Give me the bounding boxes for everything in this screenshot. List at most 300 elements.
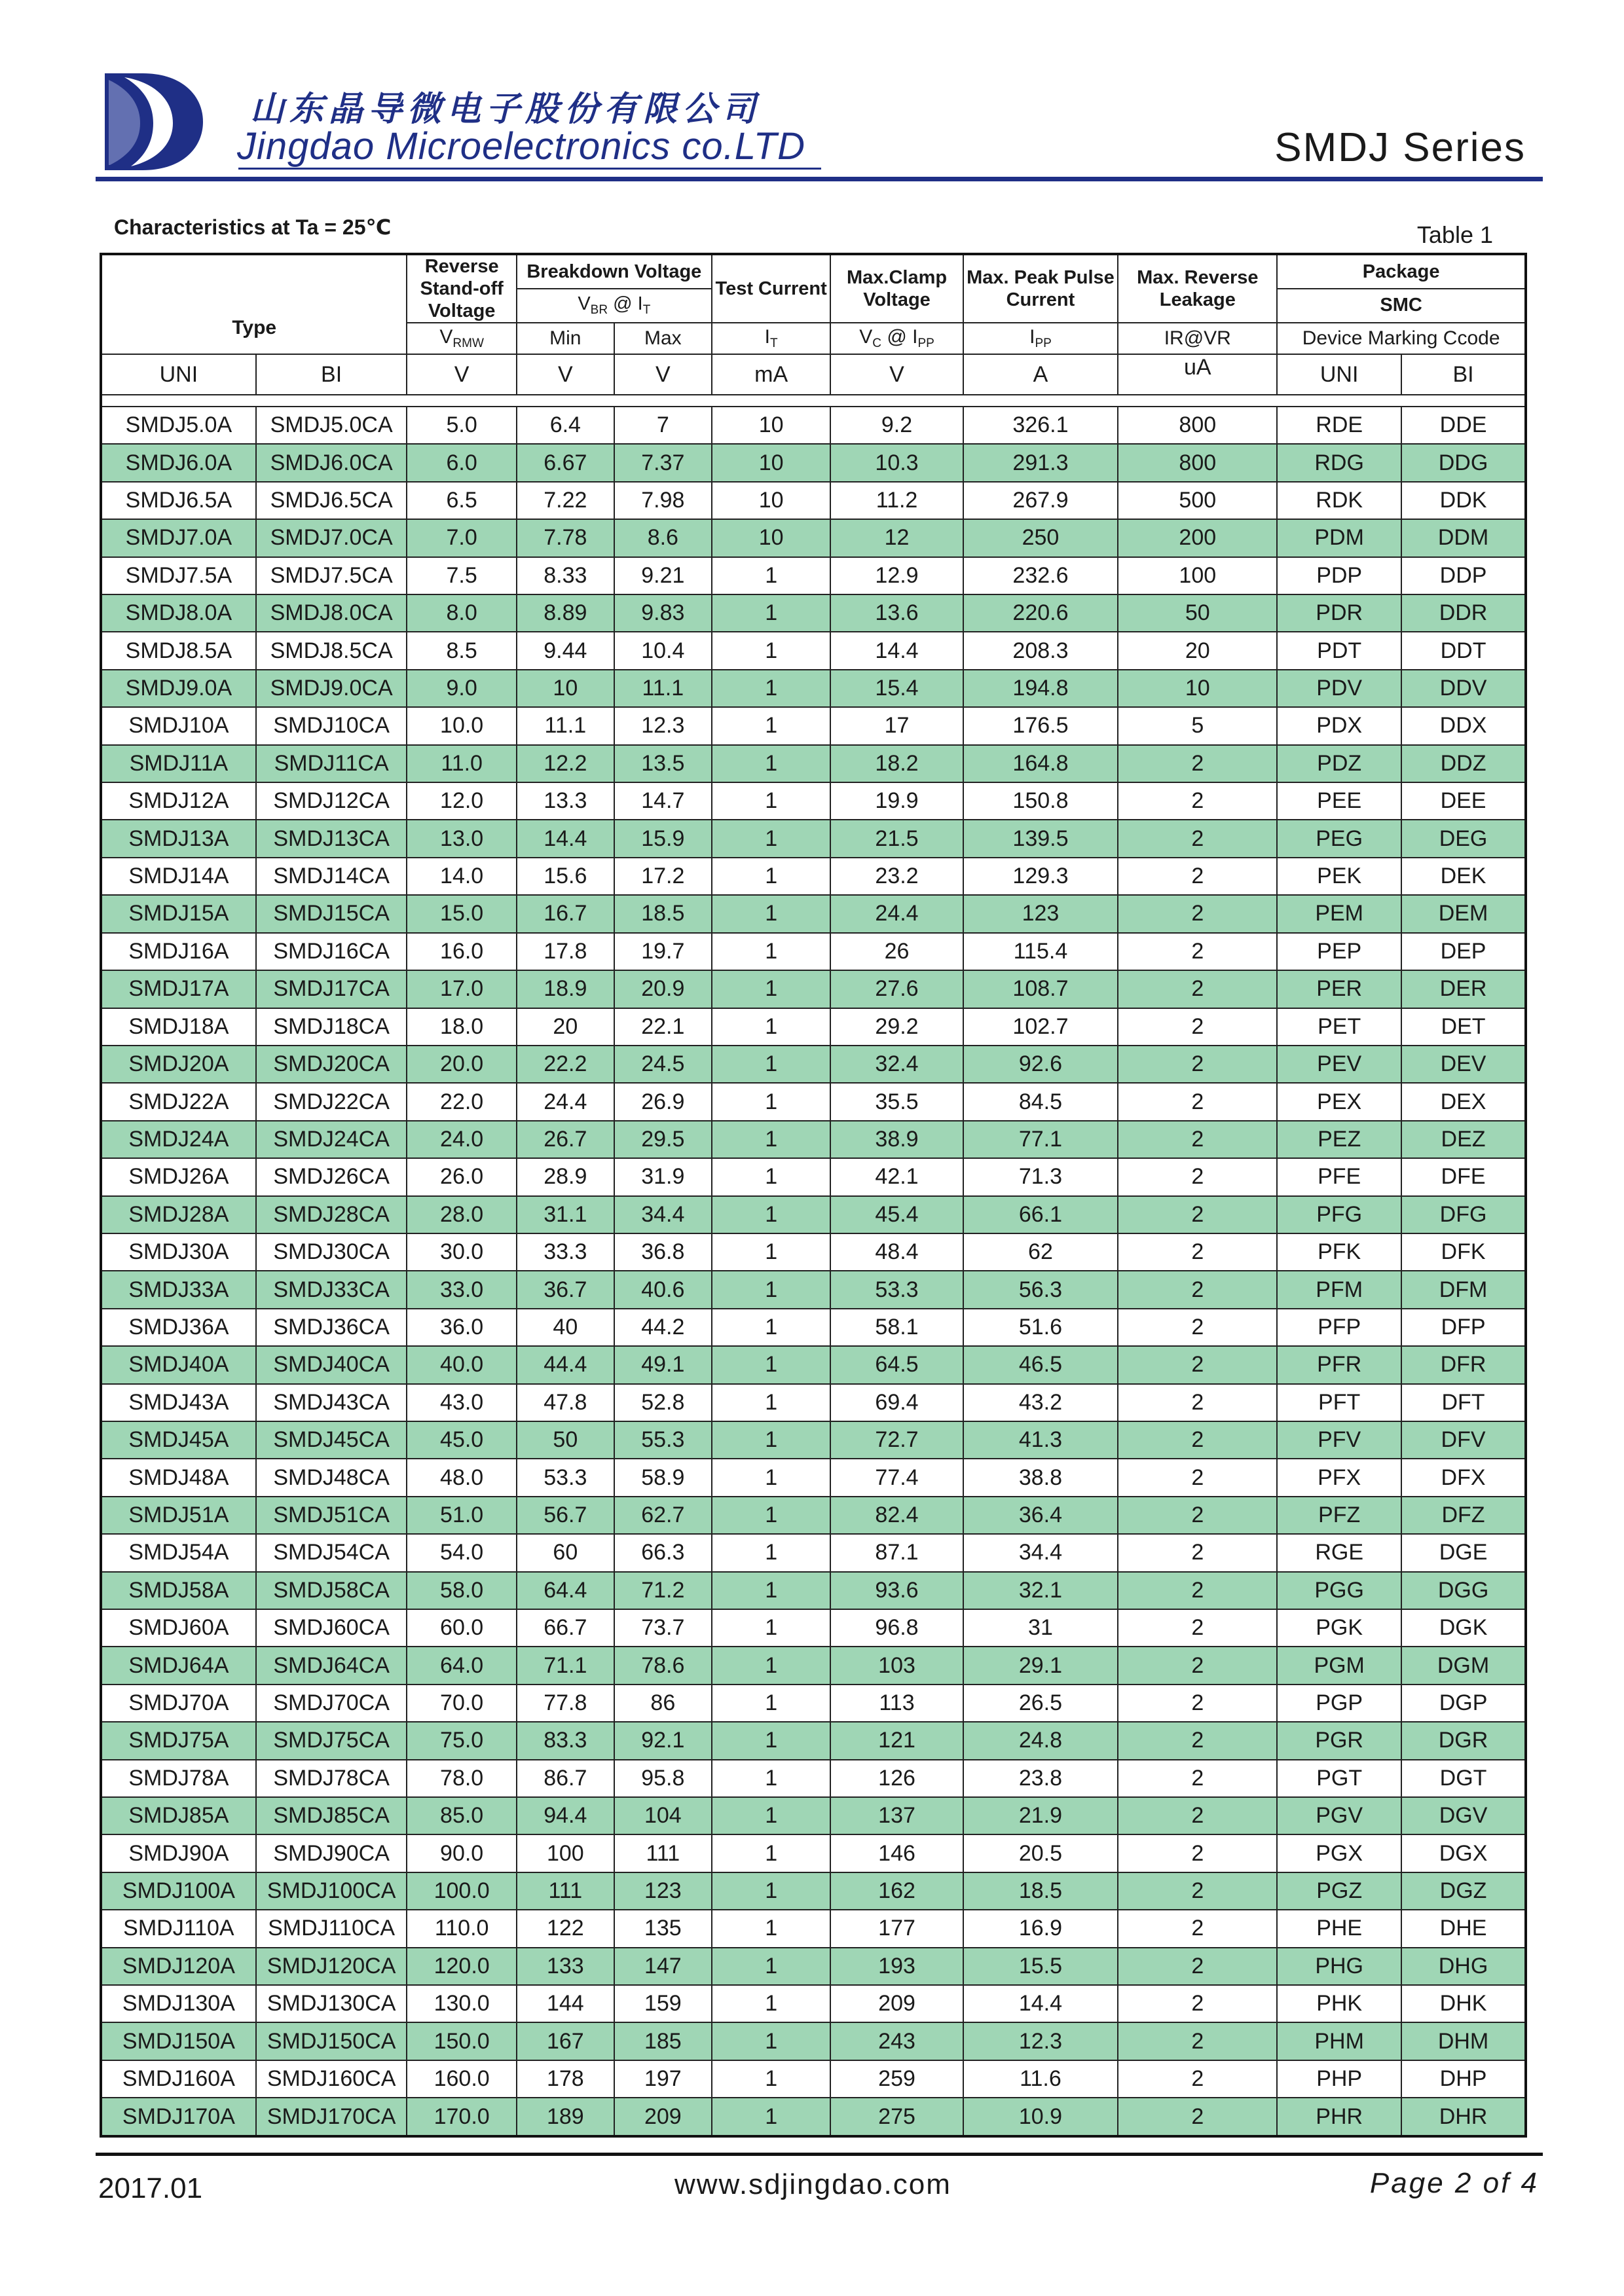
header-min: Min — [517, 323, 614, 354]
cell-it: 1 — [712, 1609, 831, 1647]
cell-vbr-min: 53.3 — [517, 1459, 614, 1496]
cell-it: 1 — [712, 1233, 831, 1271]
cell-vbr-min: 18.9 — [517, 970, 614, 1008]
cell-it: 1 — [712, 1572, 831, 1609]
cell-type-bi: SMDJ16CA — [256, 933, 407, 970]
cell-vbr-max: 26.9 — [614, 1083, 712, 1120]
cell-marking-uni: PGR — [1277, 1722, 1401, 1759]
cell-ipp: 250 — [963, 519, 1118, 556]
cell-marking-bi: DHE — [1401, 1910, 1526, 1947]
cell-type-bi: SMDJ8.5CA — [256, 632, 407, 669]
cell-it: 10 — [712, 407, 831, 444]
cell-type-bi: SMDJ170CA — [256, 2098, 407, 2136]
cell-ir: 50 — [1118, 594, 1277, 632]
cell-vc: 87.1 — [830, 1534, 963, 1571]
cell-ipp: 46.5 — [963, 1346, 1118, 1383]
cell-type-uni: SMDJ43A — [101, 1384, 256, 1421]
cell-ir: 5 — [1118, 707, 1277, 744]
cell-ipp: 123 — [963, 895, 1118, 932]
cell-vrmw: 64.0 — [407, 1647, 516, 1684]
cell-vbr-max: 18.5 — [614, 895, 712, 932]
cell-vc: 243 — [830, 2022, 963, 2060]
header-vrmw: $V_{RMW}$ — [407, 323, 516, 354]
header-marking-uni: UNI — [1277, 354, 1401, 395]
cell-marking-uni: PGX — [1277, 1834, 1401, 1872]
cell-ir: 800 — [1118, 407, 1277, 444]
cell-vrmw: 75.0 — [407, 1722, 516, 1759]
cell-ipp: 56.3 — [963, 1271, 1118, 1308]
cell-ipp: 164.8 — [963, 745, 1118, 782]
cell-it: 1 — [712, 858, 831, 895]
cell-vc: 23.2 — [830, 858, 963, 895]
cell-vc: 64.5 — [830, 1346, 963, 1383]
cell-vc: 21.5 — [830, 820, 963, 857]
cell-ipp: 194.8 — [963, 670, 1118, 707]
cell-vrmw: 12.0 — [407, 782, 516, 820]
cell-it: 1 — [712, 2098, 831, 2136]
cell-it: 1 — [712, 745, 831, 782]
cell-it: 1 — [712, 1271, 831, 1308]
cell-it: 1 — [712, 1196, 831, 1233]
cell-marking-bi: DEM — [1401, 895, 1526, 932]
cell-marking-uni: PDZ — [1277, 745, 1401, 782]
unit-vc: V — [830, 354, 963, 395]
cell-ir: 2 — [1118, 1121, 1277, 1158]
cell-it: 1 — [712, 1421, 831, 1459]
table-row — [101, 1384, 1526, 1421]
cell-type-uni: SMDJ8.0A — [101, 594, 256, 632]
cell-vbr-max: 22.1 — [614, 1008, 712, 1046]
cell-marking-uni: PEX — [1277, 1083, 1401, 1120]
cell-ir: 2 — [1118, 1534, 1277, 1571]
cell-type-uni: SMDJ58A — [101, 1572, 256, 1609]
table-row — [101, 1647, 1526, 1684]
cell-vrmw: 45.0 — [407, 1421, 516, 1459]
cell-type-bi: SMDJ24CA — [256, 1121, 407, 1158]
cell-type-uni: SMDJ150A — [101, 2022, 256, 2060]
cell-vrmw: 43.0 — [407, 1384, 516, 1421]
cell-ipp: 29.1 — [963, 1647, 1118, 1684]
cell-vbr-min: 26.7 — [517, 1121, 614, 1158]
table-row — [101, 895, 1526, 932]
cell-marking-bi: DEP — [1401, 933, 1526, 970]
table-row — [101, 1046, 1526, 1083]
cell-marking-bi: DHR — [1401, 2098, 1526, 2136]
cell-vc: 58.1 — [830, 1309, 963, 1346]
footer-website-link[interactable]: www.sdjingdao.com — [674, 2168, 951, 2200]
cell-marking-uni: PDR — [1277, 594, 1401, 632]
cell-ipp: 92.6 — [963, 1046, 1118, 1083]
cell-marking-bi: DDP — [1401, 557, 1526, 594]
table-row — [101, 1910, 1526, 1947]
cell-marking-bi: DFT — [1401, 1384, 1526, 1421]
cell-ipp: 10.9 — [963, 2098, 1118, 2136]
cell-type-uni: SMDJ40A — [101, 1346, 256, 1383]
cell-vrmw: 6.0 — [407, 444, 516, 481]
cell-marking-uni: PFK — [1277, 1233, 1401, 1271]
cell-ipp: 71.3 — [963, 1158, 1118, 1195]
cell-vrmw: 58.0 — [407, 1572, 516, 1609]
cell-it: 1 — [712, 557, 831, 594]
cell-ir: 2 — [1118, 1609, 1277, 1647]
cell-vbr-min: 10 — [517, 670, 614, 707]
cell-marking-bi: DFM — [1401, 1271, 1526, 1308]
cell-type-uni: SMDJ120A — [101, 1948, 256, 1985]
cell-type-bi: SMDJ7.5CA — [256, 557, 407, 594]
cell-type-uni: SMDJ70A — [101, 1685, 256, 1722]
cell-vbr-max: 185 — [614, 2022, 712, 2060]
cell-marking-uni: PDX — [1277, 707, 1401, 744]
cell-type-uni: SMDJ12A — [101, 782, 256, 820]
cell-type-uni: SMDJ100A — [101, 1872, 256, 1910]
cell-ir: 2 — [1118, 2060, 1277, 2098]
cell-vc: 162 — [830, 1872, 963, 1910]
cell-vc: 38.9 — [830, 1121, 963, 1158]
cell-vrmw: 28.0 — [407, 1196, 516, 1233]
cell-ir: 10 — [1118, 670, 1277, 707]
cell-vrmw: 11.0 — [407, 745, 516, 782]
cell-marking-uni: PGT — [1277, 1760, 1401, 1797]
cell-marking-uni: PDM — [1277, 519, 1401, 556]
cell-vrmw: 20.0 — [407, 1046, 516, 1083]
cell-vbr-min: 17.8 — [517, 933, 614, 970]
cell-type-uni: SMDJ60A — [101, 1609, 256, 1647]
cell-ipp: 115.4 — [963, 933, 1118, 970]
cell-marking-uni: PFE — [1277, 1158, 1401, 1195]
cell-marking-uni: PFR — [1277, 1346, 1401, 1383]
cell-vc: 14.4 — [830, 632, 963, 669]
cell-it: 1 — [712, 1497, 831, 1534]
cell-type-bi: SMDJ17CA — [256, 970, 407, 1008]
cell-ir: 2 — [1118, 1647, 1277, 1684]
cell-vbr-max: 197 — [614, 2060, 712, 2098]
cell-type-bi: SMDJ54CA — [256, 1534, 407, 1571]
table-row — [101, 1309, 1526, 1346]
cell-vrmw: 70.0 — [407, 1685, 516, 1722]
table-body — [101, 407, 1526, 2136]
cell-ir: 200 — [1118, 519, 1277, 556]
header-ir-at-vr: IR@VR — [1118, 323, 1277, 354]
header-uni: UNI — [101, 354, 256, 395]
cell-type-uni: SMDJ28A — [101, 1196, 256, 1233]
cell-vrmw: 100.0 — [407, 1872, 516, 1910]
cell-vrmw: 54.0 — [407, 1534, 516, 1571]
cell-type-uni: SMDJ22A — [101, 1083, 256, 1120]
cell-type-bi: SMDJ18CA — [256, 1008, 407, 1046]
cell-vc: 26 — [830, 933, 963, 970]
table-row — [101, 858, 1526, 895]
cell-type-bi: SMDJ28CA — [256, 1196, 407, 1233]
unit-min: V — [517, 354, 614, 395]
cell-it: 1 — [712, 1685, 831, 1722]
unit-max: V — [614, 354, 712, 395]
table-row — [101, 1872, 1526, 1910]
table-row — [101, 1421, 1526, 1459]
cell-vrmw: 130.0 — [407, 1985, 516, 2022]
cell-marking-bi: DFK — [1401, 1233, 1526, 1271]
cell-vc: 77.4 — [830, 1459, 963, 1496]
cell-it: 1 — [712, 594, 831, 632]
table-row — [101, 1346, 1526, 1383]
cell-type-bi: SMDJ9.0CA — [256, 670, 407, 707]
cell-vrmw: 7.0 — [407, 519, 516, 556]
cell-vbr-min: 122 — [517, 1910, 614, 1947]
cell-type-uni: SMDJ75A — [101, 1722, 256, 1759]
cell-type-uni: SMDJ30A — [101, 1233, 256, 1271]
cell-type-bi: SMDJ26CA — [256, 1158, 407, 1195]
cell-ir: 2 — [1118, 2098, 1277, 2136]
table-row — [101, 444, 1526, 481]
cell-marking-uni: RDK — [1277, 482, 1401, 519]
cell-vc: 15.4 — [830, 670, 963, 707]
cell-marking-bi: DDX — [1401, 707, 1526, 744]
table-row — [101, 1008, 1526, 1046]
cell-marking-bi: DDK — [1401, 482, 1526, 519]
cell-vbr-min: 64.4 — [517, 1572, 614, 1609]
cell-vrmw: 160.0 — [407, 2060, 516, 2098]
cell-type-bi: SMDJ70CA — [256, 1685, 407, 1722]
cell-marking-bi: DHP — [1401, 2060, 1526, 2098]
cell-ipp: 232.6 — [963, 557, 1118, 594]
cell-it: 1 — [712, 1722, 831, 1759]
company-name-underline — [238, 168, 821, 170]
table-row — [101, 1121, 1526, 1158]
header-bi: BI — [256, 354, 407, 395]
header-ipp: $I_{PP}$ — [963, 323, 1118, 354]
cell-vc: 13.6 — [830, 594, 963, 632]
cell-vbr-min: 28.9 — [517, 1158, 614, 1195]
cell-vc: 69.4 — [830, 1384, 963, 1421]
cell-marking-uni: PGG — [1277, 1572, 1401, 1609]
cell-vc: 18.2 — [830, 745, 963, 782]
table-row — [101, 1083, 1526, 1120]
table-row — [101, 519, 1526, 556]
cell-ir: 2 — [1118, 1797, 1277, 1834]
cell-vbr-max: 9.21 — [614, 557, 712, 594]
characteristics-table — [100, 253, 1527, 2138]
cell-ipp: 12.3 — [963, 2022, 1118, 2060]
cell-marking-uni: PEE — [1277, 782, 1401, 820]
cell-marking-uni: PFV — [1277, 1421, 1401, 1459]
cell-ir: 2 — [1118, 1685, 1277, 1722]
cell-ipp: 15.5 — [963, 1948, 1118, 1985]
cell-ir: 2 — [1118, 1722, 1277, 1759]
cell-type-uni: SMDJ24A — [101, 1121, 256, 1158]
cell-ipp: 23.8 — [963, 1760, 1118, 1797]
cell-ir: 2 — [1118, 820, 1277, 857]
cell-marking-uni: PEV — [1277, 1046, 1401, 1083]
cell-type-bi: SMDJ45CA — [256, 1421, 407, 1459]
cell-vbr-max: 49.1 — [614, 1346, 712, 1383]
cell-type-uni: SMDJ48A — [101, 1459, 256, 1496]
cell-marking-bi: DFP — [1401, 1309, 1526, 1346]
cell-vbr-min: 15.6 — [517, 858, 614, 895]
cell-type-uni: SMDJ7.5A — [101, 557, 256, 594]
cell-marking-bi: DGE — [1401, 1534, 1526, 1571]
cell-type-uni: SMDJ85A — [101, 1797, 256, 1834]
cell-vbr-min: 20 — [517, 1008, 614, 1046]
cell-vbr-min: 47.8 — [517, 1384, 614, 1421]
cell-vbr-min: 94.4 — [517, 1797, 614, 1834]
cell-type-uni: SMDJ11A — [101, 745, 256, 782]
cell-marking-uni: PEM — [1277, 895, 1401, 932]
cell-vc: 82.4 — [830, 1497, 963, 1534]
cell-marking-bi: DGT — [1401, 1760, 1526, 1797]
cell-vbr-min: 178 — [517, 2060, 614, 2098]
table-row — [101, 1271, 1526, 1308]
cell-vc: 93.6 — [830, 1572, 963, 1609]
cell-type-bi: SMDJ30CA — [256, 1233, 407, 1271]
cell-vrmw: 150.0 — [407, 2022, 516, 2060]
cell-marking-uni: PGK — [1277, 1609, 1401, 1647]
cell-it: 1 — [712, 1083, 831, 1120]
cell-marking-uni: PFM — [1277, 1271, 1401, 1308]
table-row — [101, 407, 1526, 444]
table-row — [101, 482, 1526, 519]
cell-vc: 32.4 — [830, 1046, 963, 1083]
cell-type-bi: SMDJ78CA — [256, 1760, 407, 1797]
cell-vbr-min: 66.7 — [517, 1609, 614, 1647]
cell-type-bi: SMDJ60CA — [256, 1609, 407, 1647]
cell-vc: 9.2 — [830, 407, 963, 444]
cell-vc: 45.4 — [830, 1196, 963, 1233]
cell-type-bi: SMDJ14CA — [256, 858, 407, 895]
cell-it: 10 — [712, 444, 831, 481]
cell-type-uni: SMDJ16A — [101, 933, 256, 970]
cell-vbr-min: 83.3 — [517, 1722, 614, 1759]
cell-vbr-min: 8.33 — [517, 557, 614, 594]
cell-vbr-min: 6.67 — [517, 444, 614, 481]
cell-vbr-max: 7 — [614, 407, 712, 444]
cell-ipp: 16.9 — [963, 1910, 1118, 1947]
cell-marking-uni: PGV — [1277, 1797, 1401, 1834]
cell-vbr-max: 52.8 — [614, 1384, 712, 1421]
cell-it: 10 — [712, 482, 831, 519]
cell-vbr-min: 31.1 — [517, 1196, 614, 1233]
table-row — [101, 557, 1526, 594]
table-row — [101, 933, 1526, 970]
cell-ipp: 102.7 — [963, 1008, 1118, 1046]
cell-vbr-max: 78.6 — [614, 1647, 712, 1684]
cell-marking-bi: DFV — [1401, 1421, 1526, 1459]
cell-marking-bi: DHG — [1401, 1948, 1526, 1985]
cell-ir: 2 — [1118, 933, 1277, 970]
cell-vbr-max: 9.83 — [614, 594, 712, 632]
cell-marking-bi: DEZ — [1401, 1121, 1526, 1158]
cell-vrmw: 10.0 — [407, 707, 516, 744]
cell-type-bi: SMDJ48CA — [256, 1459, 407, 1496]
cell-vbr-min: 36.7 — [517, 1271, 614, 1308]
cell-it: 1 — [712, 970, 831, 1008]
cell-vbr-min: 9.44 — [517, 632, 614, 669]
cell-marking-uni: PFP — [1277, 1309, 1401, 1346]
cell-type-bi: SMDJ64CA — [256, 1647, 407, 1684]
cell-vbr-max: 62.7 — [614, 1497, 712, 1534]
cell-vbr-max: 15.9 — [614, 820, 712, 857]
cell-ipp: 84.5 — [963, 1083, 1118, 1120]
cell-marking-uni: PHP — [1277, 2060, 1401, 2098]
header-reverse-leakage: Max. Reverse Leakage — [1118, 254, 1277, 323]
cell-marking-bi: DEV — [1401, 1046, 1526, 1083]
cell-ir: 800 — [1118, 444, 1277, 481]
cell-ipp: 108.7 — [963, 970, 1118, 1008]
table-row — [101, 1233, 1526, 1271]
header-reverse-voltage: Reverse Stand-off Voltage — [407, 254, 516, 323]
cell-marking-bi: DGX — [1401, 1834, 1526, 1872]
footer-date: 2017.01 — [98, 2172, 203, 2204]
cell-type-uni: SMDJ26A — [101, 1158, 256, 1195]
cell-ir: 2 — [1118, 858, 1277, 895]
cell-vbr-min: 13.3 — [517, 782, 614, 820]
table-row — [101, 1609, 1526, 1647]
cell-vbr-min: 189 — [517, 2098, 614, 2136]
cell-vbr-max: 159 — [614, 1985, 712, 2022]
cell-vrmw: 15.0 — [407, 895, 516, 932]
cell-vc: 17 — [830, 707, 963, 744]
cell-marking-bi: DDR — [1401, 594, 1526, 632]
cell-ir: 500 — [1118, 482, 1277, 519]
cell-ir: 2 — [1118, 782, 1277, 820]
cell-vbr-min: 86.7 — [517, 1760, 614, 1797]
cell-ir: 2 — [1118, 1196, 1277, 1233]
cell-vc: 275 — [830, 2098, 963, 2136]
cell-marking-bi: DFR — [1401, 1346, 1526, 1383]
cell-vrmw: 40.0 — [407, 1346, 516, 1383]
cell-ipp: 11.6 — [963, 2060, 1118, 2098]
cell-vbr-max: 92.1 — [614, 1722, 712, 1759]
cell-marking-bi: DDM — [1401, 519, 1526, 556]
cell-ir: 2 — [1118, 1421, 1277, 1459]
cell-vc: 53.3 — [830, 1271, 963, 1308]
table-row — [101, 707, 1526, 744]
cell-it: 1 — [712, 1872, 831, 1910]
table-row — [101, 1834, 1526, 1872]
cell-marking-bi: DFE — [1401, 1158, 1526, 1195]
cell-vrmw: 13.0 — [407, 820, 516, 857]
header-breakdown-voltage: Breakdown Voltage — [517, 254, 712, 289]
cell-ipp: 36.4 — [963, 1497, 1118, 1534]
table-row — [101, 632, 1526, 669]
cell-it: 1 — [712, 895, 831, 932]
cell-vbr-min: 44.4 — [517, 1346, 614, 1383]
cell-it: 1 — [712, 1309, 831, 1346]
table-row — [101, 1534, 1526, 1571]
header-divider — [96, 177, 1543, 181]
company-name-chinese: 山东晶导微电子股份有限公司 — [250, 90, 762, 129]
cell-vc: 24.4 — [830, 895, 963, 932]
cell-marking-uni: PFG — [1277, 1196, 1401, 1233]
cell-marking-uni: PHR — [1277, 2098, 1401, 2136]
cell-vbr-min: 7.22 — [517, 482, 614, 519]
cell-type-uni: SMDJ15A — [101, 895, 256, 932]
table-row — [101, 782, 1526, 820]
cell-marking-uni: PFZ — [1277, 1497, 1401, 1534]
cell-ir: 100 — [1118, 557, 1277, 594]
header-vc-at-ipp: $V_C$ @ $I_{PP}$ — [830, 323, 963, 354]
cell-vbr-max: 19.7 — [614, 933, 712, 970]
cell-vbr-min: 77.8 — [517, 1685, 614, 1722]
cell-ipp: 31 — [963, 1609, 1118, 1647]
cell-vbr-min: 60 — [517, 1534, 614, 1571]
cell-ir: 2 — [1118, 1083, 1277, 1120]
header-peak-current: Max. Peak Pulse Current — [963, 254, 1118, 323]
cell-type-bi: SMDJ33CA — [256, 1271, 407, 1308]
header-max: Max — [614, 323, 712, 354]
cell-ir: 2 — [1118, 1572, 1277, 1609]
cell-it: 1 — [712, 1910, 831, 1947]
cell-ir: 2 — [1118, 1309, 1277, 1346]
cell-it: 1 — [712, 670, 831, 707]
